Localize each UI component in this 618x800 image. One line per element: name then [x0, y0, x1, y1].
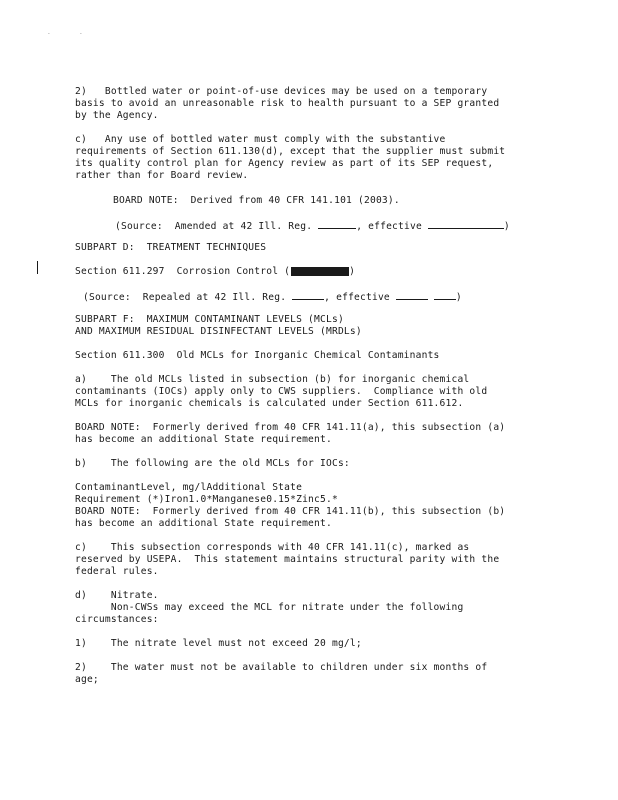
paragraph-line: age; [75, 674, 99, 685]
table-text-line: Requirement (*)Iron1.0*Manganese0.15*Zinc5.* [75, 494, 338, 505]
paragraph-line: d) Nitrate. [75, 590, 159, 601]
paragraph-line: requirements of Section 611.130(d), except that the supplier must submit [75, 146, 506, 157]
board-note: BOARD NOTE: Formerly derived from 40 CFR 141.11(a), this subsection (a) [75, 422, 506, 433]
paragraph-line: basis to avoid an unreasonable risk to health pursuant to a SEP granted [75, 98, 500, 109]
blank-line [428, 219, 504, 229]
section-heading-text: Section 611.297 Corrosion Control ( [75, 266, 291, 277]
source-note-text: (Source: Amended at 42 Ill. Reg. [115, 221, 319, 232]
source-note-text: (Source: Repealed at 42 Ill. Reg. [83, 292, 293, 303]
paragraph-line: MCLs for inorganic chemicals is calculated under Section 611.612. [75, 398, 464, 409]
paragraph-line: a) The old MCLs listed in subsection (b) for inorganic chemical [75, 374, 470, 385]
section-heading [75, 266, 555, 278]
paragraph-line: 1) The nitrate level must not exceed 20 mg/l; [75, 638, 362, 649]
redaction-mark [291, 267, 349, 276]
paragraph-line: its quality control plan for Agency review as part of its SEP request, [75, 158, 494, 169]
paragraph-line: circumstances: [75, 614, 159, 625]
blank-line [396, 290, 428, 300]
paragraph-line: contaminants (IOCs) apply only to CWS suppliers. Compliance with old [75, 386, 488, 397]
revision-margin-bar [37, 261, 38, 274]
paragraph-line: c) This subsection corresponds with 40 CFR 141.11(c), marked as [75, 542, 470, 553]
subpart-heading: SUBPART F: MAXIMUM CONTAMINANT LEVELS (MCLs) [75, 314, 344, 325]
board-note: BOARD NOTE: Formerly derived from 40 CFR 141.11(b), this subsection (b) [75, 506, 506, 517]
board-note: BOARD NOTE: Derived from 40 CFR 141.101 (2003). [113, 195, 400, 206]
paragraph-line: c) Any use of bottled water must comply with the substantive [75, 134, 446, 145]
blank-line [434, 290, 456, 300]
table-text-line: ContaminantLevel, mg/lAdditional State [75, 482, 303, 493]
paragraph-line: federal rules. [75, 566, 159, 577]
paragraph-line: 2) The water must not be available to children under six months of [75, 662, 488, 673]
board-note: has become an additional State requirement. [75, 434, 332, 445]
source-note-text: , effective [324, 292, 396, 303]
blank-line [292, 290, 324, 300]
board-note: has become an additional State requirement. [75, 518, 332, 529]
paragraph-line: b) The following are the old MCLs for IOCs: [75, 458, 350, 469]
section-heading-text: ) [349, 266, 356, 277]
subpart-heading: AND MAXIMUM RESIDUAL DISINFECTANT LEVELS (MRDLs) [75, 326, 362, 337]
subpart-heading: SUBPART D: TREATMENT TECHNIQUES [75, 242, 267, 253]
scan-artifact-mark: - [79, 30, 83, 37]
source-note-text: , effective [356, 221, 428, 232]
source-note [115, 219, 595, 233]
source-note [83, 290, 563, 304]
paragraph-line: Non-CWSs may exceed the MCL for nitrate under the following [75, 602, 464, 613]
paragraph-line: rather than for Board review. [75, 170, 249, 181]
source-note-text: ) [455, 292, 462, 303]
source-note-text: ) [503, 221, 510, 232]
paragraph-line: by the Agency. [75, 110, 159, 121]
scan-artifact-mark: - [47, 30, 51, 37]
paragraph-line: reserved by USEPA. This statement maintains structural parity with the [75, 554, 500, 565]
section-heading: Section 611.300 Old MCLs for Inorganic Chemical Contaminants [75, 350, 440, 361]
blank-line [318, 219, 356, 229]
paragraph-line: 2) Bottled water or point-of-use devices may be used on a temporary [75, 86, 488, 97]
